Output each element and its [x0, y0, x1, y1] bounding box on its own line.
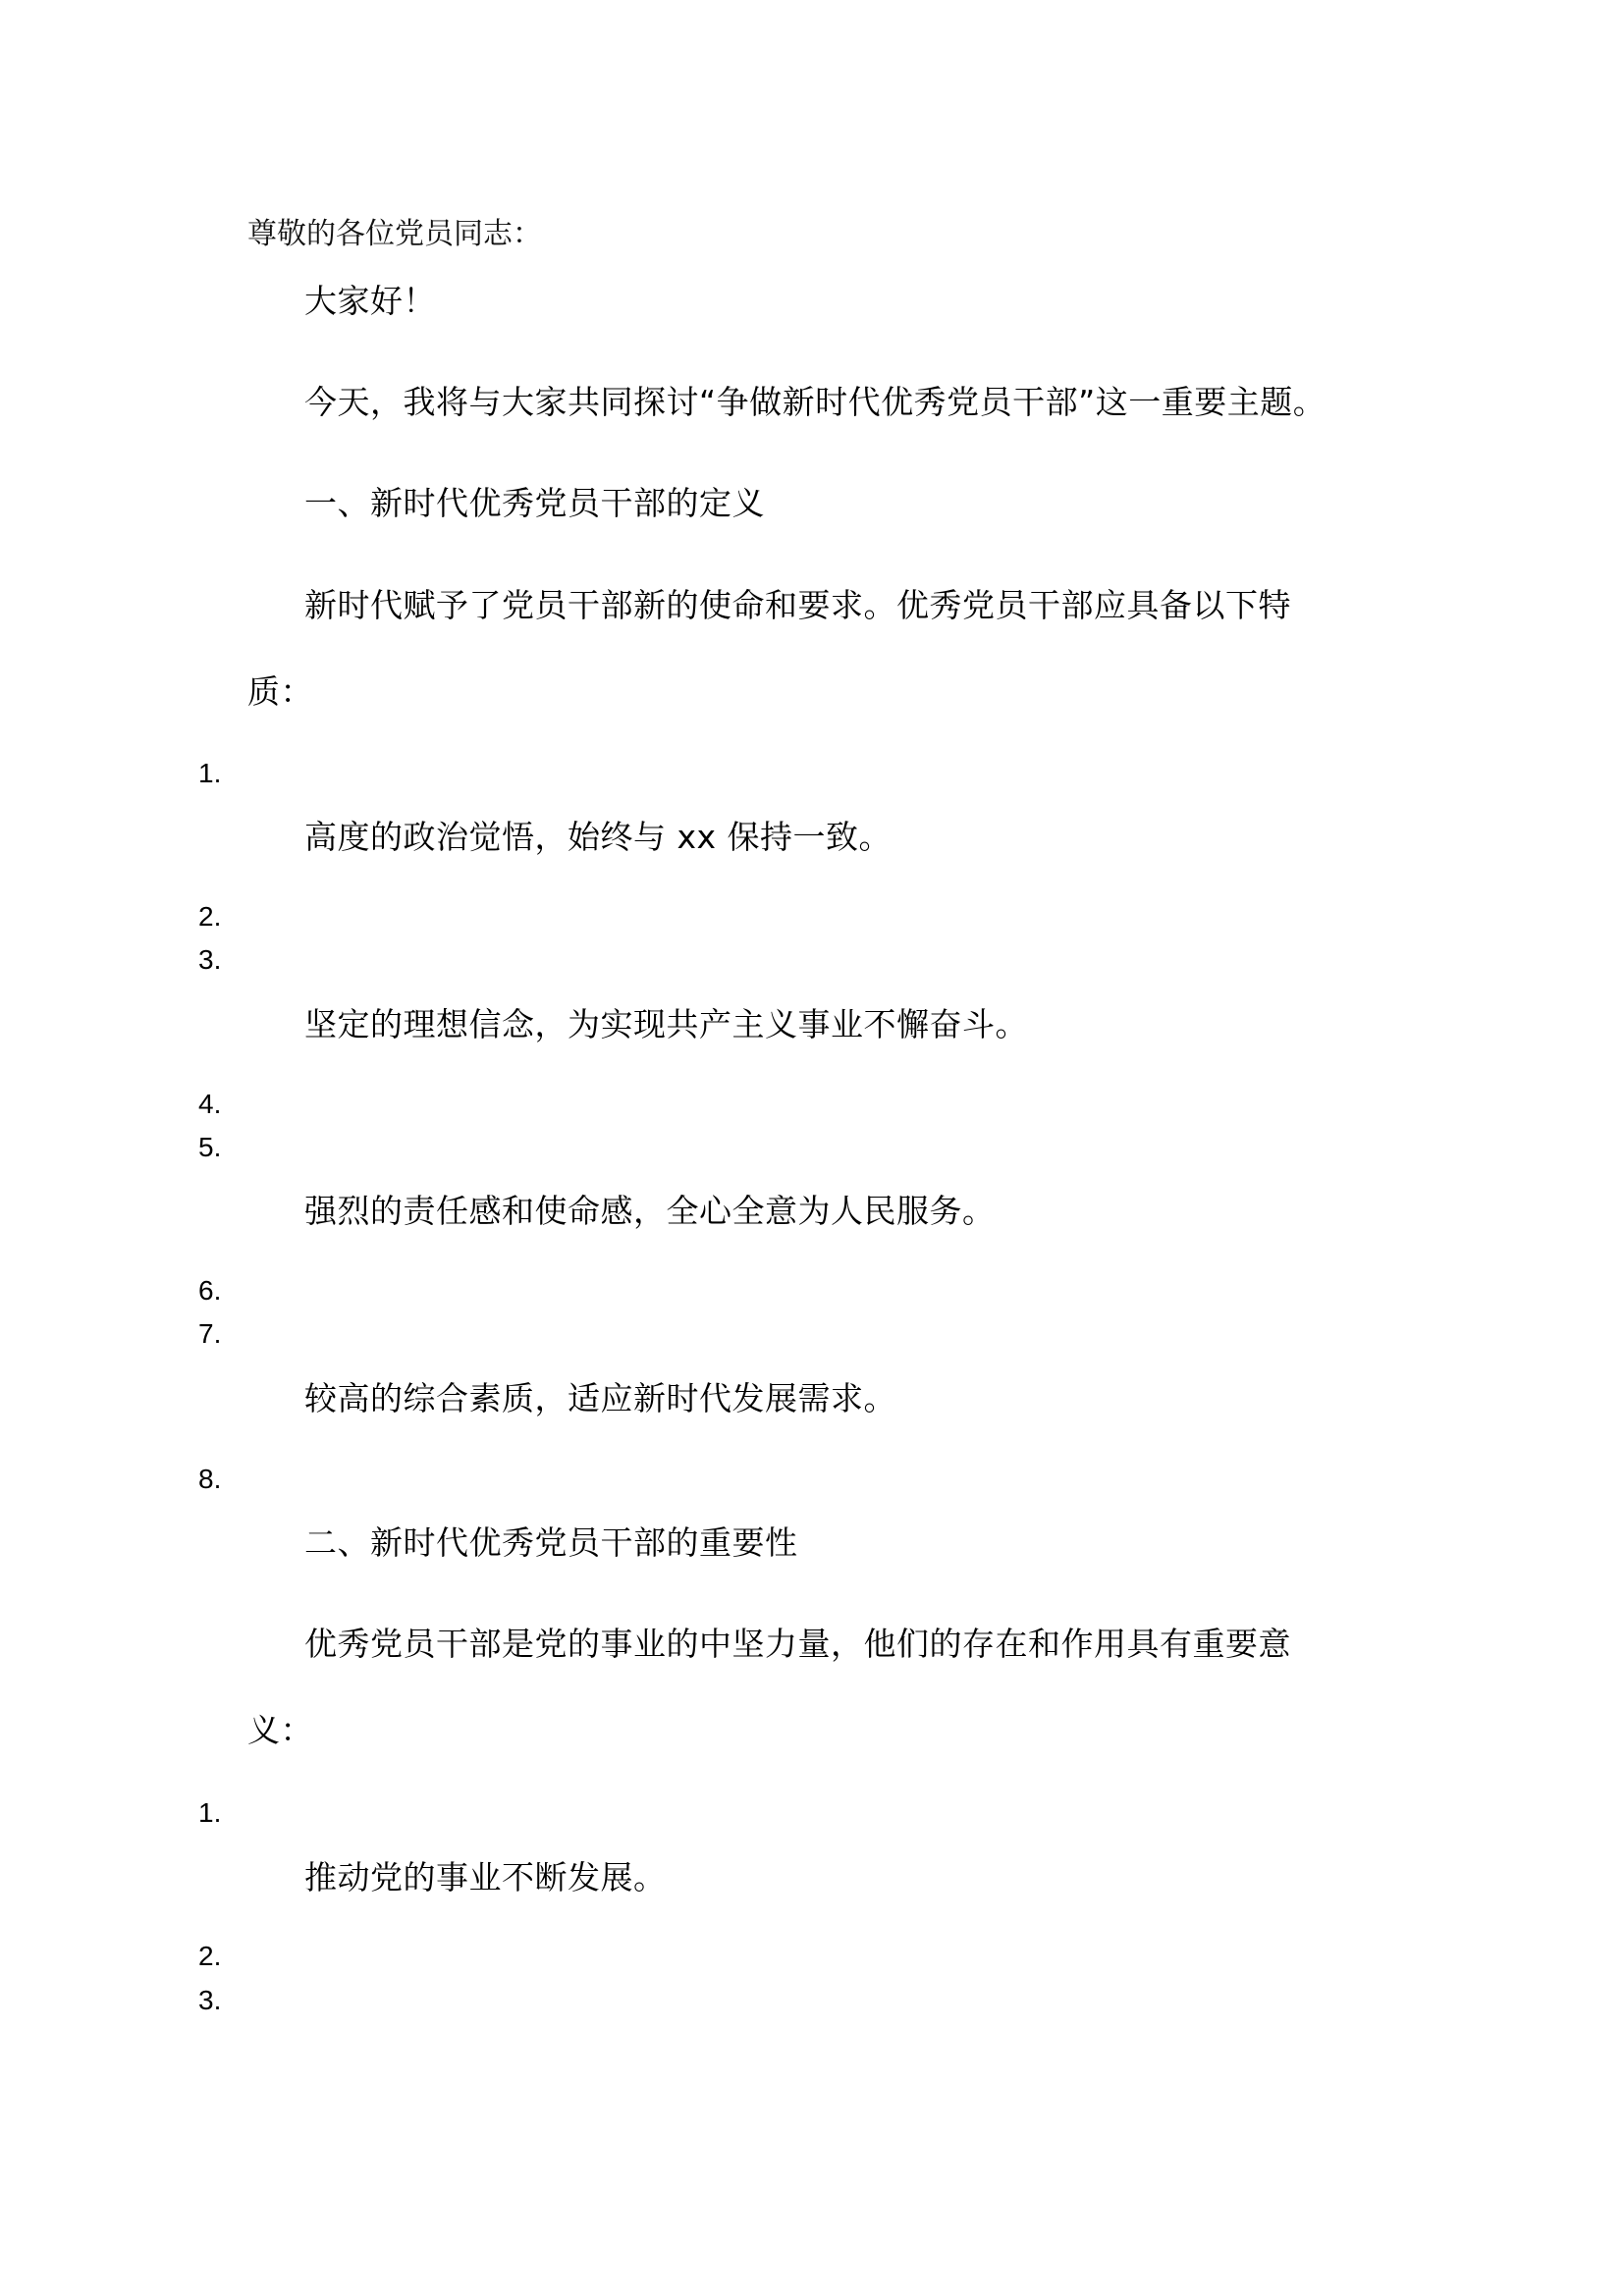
- opening-greeting: 大家好！: [304, 282, 436, 320]
- section-1-item-1: 高度的政治觉悟，始终与 xx 保持一致。: [304, 818, 893, 856]
- list-number: 7.: [198, 1318, 222, 1349]
- section-1-item-3: 强烈的责任感和使命感，全心全意为人民服务。: [304, 1192, 996, 1230]
- section-1-item-2: 坚定的理想信念，为实现共产主义事业不懈奋斗。: [304, 1005, 1028, 1043]
- list-number: 1.: [198, 1797, 222, 1828]
- list-number: 4.: [198, 1089, 222, 1119]
- section-1-paragraph-line-1: 新时代赋予了党员干部新的使命和要求。优秀党员干部应具备以下特: [304, 586, 1291, 624]
- section-2-heading: 二、新时代优秀党员干部的重要性: [304, 1523, 798, 1562]
- section-2-item-1: 推动党的事业不断发展。: [304, 1858, 667, 1896]
- section-2-paragraph-line-1: 优秀党员干部是党的事业的中坚力量，他们的存在和作用具有重要意: [304, 1625, 1291, 1663]
- section-1-item-4: 较高的综合素质，适应新时代发展需求。: [304, 1379, 896, 1417]
- list-number: 1.: [198, 758, 222, 788]
- list-number: 2.: [198, 901, 222, 932]
- list-number: 6.: [198, 1275, 222, 1306]
- list-number: 5.: [198, 1132, 222, 1162]
- list-number: 3.: [198, 1985, 222, 2015]
- section-1-paragraph-line-2: 质：: [247, 672, 313, 711]
- salutation: 尊敬的各位党员同志：: [247, 217, 542, 251]
- list-number: 2.: [198, 1941, 222, 1971]
- list-number: 8.: [198, 1464, 222, 1494]
- section-2-paragraph-line-2: 义：: [247, 1711, 313, 1749]
- list-number: 3.: [198, 944, 222, 975]
- section-1-heading: 一、新时代优秀党员干部的定义: [304, 484, 765, 522]
- intro-paragraph: 今天，我将与大家共同探讨“争做新时代优秀党员干部”这一重要主题。: [304, 383, 1326, 421]
